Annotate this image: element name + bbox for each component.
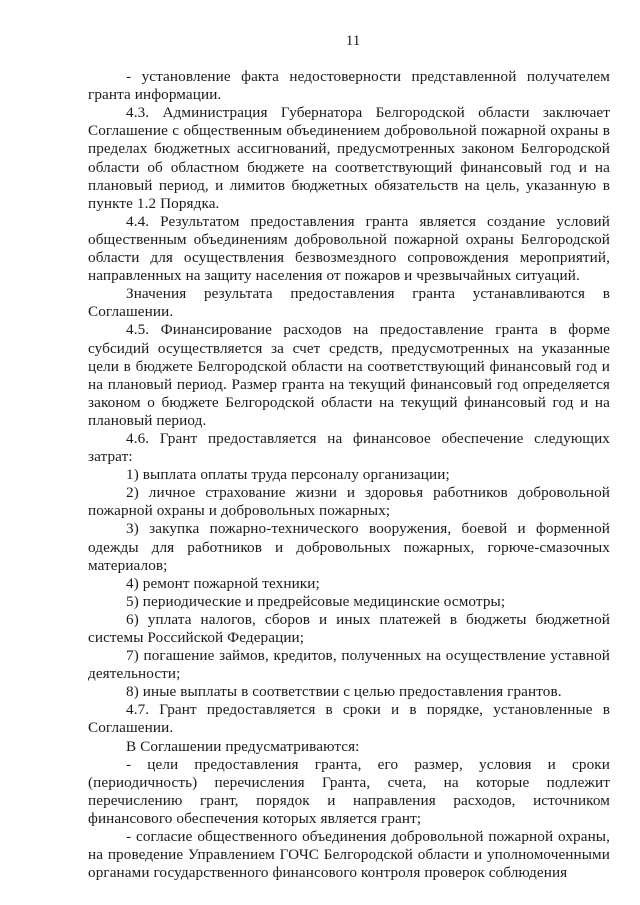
list-item-6: 6) уплата налогов, сборов и иных платежей в бюджеты бюджетной системы Российской Федерации;: [88, 610, 610, 646]
paragraph-agreement-provisions: В Соглашении предусматриваются:: [126, 737, 360, 755]
document-page: [88, 32, 610, 882]
paragraph-4-3: 4.3. Администрация Губернатора Белгородской области заключает Соглашение с общественным объединением добровольной пожарной охраны в пределах бюджетных ассигнований, предусмотренных законом Белгородской области об областном бюджете на соответствующий финансовый год и на плановый период, и лимитов бюджетных обязательств на цель, указанную в пункте 1.2 Порядка.: [88, 104, 610, 212]
list-item-1: 1) выплата оплаты труда персоналу организации;: [126, 466, 450, 484]
paragraph-consent: - согласие общественного объединения добровольной пожарной охраны, на проведение Управлением ГОЧС Белгородской области и уполномоченными органами государственного финансового контроля проверок соблюдения: [88, 828, 610, 882]
paragraph-4-6: 4.6. Грант предоставляется на финансовое обеспечение следующих затрат:: [88, 429, 610, 466]
page-number: 11: [345, 32, 361, 49]
list-item-8: 8) иные выплаты в соответствии с целью предоставления грантов.: [126, 683, 562, 701]
list-item-3: 3) закупка пожарно-технического вооружения, боевой и форменной одежды для работников и добровольных пожарных, горюче-смазочных материалов;: [88, 520, 610, 574]
list-item-4: 4) ремонт пожарной техники;: [126, 574, 320, 592]
paragraph-result-values: Значения результата предоставления гранта устанавливаются в Соглашении.: [88, 285, 610, 321]
paragraph-1: - установление факта недостоверности представленной получателем гранта информации.: [88, 68, 610, 104]
list-item-7: 7) погашение займов, кредитов, полученных на осуществление уставной деятельности;: [88, 647, 610, 683]
list-item-2: 2) личное страхование жизни и здоровья работников добровольной пожарной охраны и добровольных пожарных;: [88, 484, 610, 520]
paragraph-grant-goals: - цели предоставления гранта, его размер, условия и сроки (периодичность) перечисления Гранта, счета, на которые подлежит перечислению грант, порядок и направления расходов, источником финансового обеспечения которых является грант;: [88, 755, 610, 827]
paragraph-4-5: 4.5. Финансирование расходов на предоставление гранта в форме субсидий осуществляется за счет средств, предусмотренных на указанные цели в бюджете Белгородской области на соответствующий финансовый год и на плановый период. Размер гранта на текущий финансовый год определяется законом о бюджете Белгородской области на текущий финансовый год и на плановый период.: [88, 321, 610, 429]
paragraph-4-7: 4.7. Грант предоставляется в сроки и в порядке, установленные в Соглашении.: [88, 701, 610, 737]
paragraph-4-4: 4.4. Результатом предоставления гранта является создание условий общественным объединениям добровольной пожарной охраны Белгородской области для осуществления безвозмездного сопровождения мероприятий, направленных на защиту населения от пожаров и чрезвычайных ситуаций.: [88, 212, 610, 285]
list-item-5: 5) периодические и предрейсовые медицинские осмотры;: [126, 592, 506, 610]
